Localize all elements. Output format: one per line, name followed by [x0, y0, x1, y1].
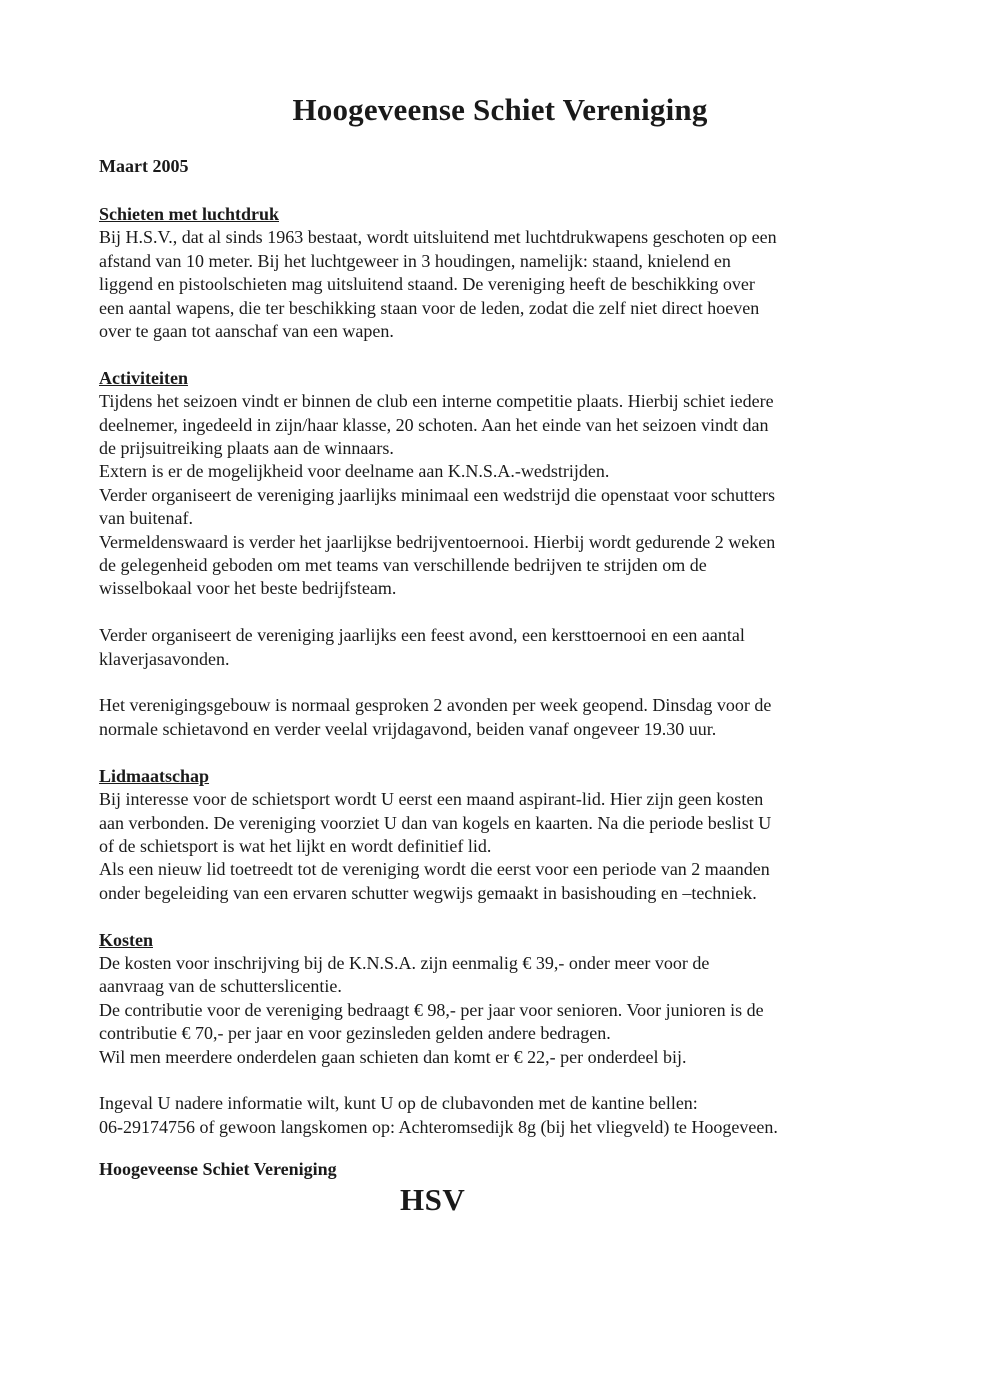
section-activiteiten [99, 367, 899, 741]
text-line: De contributie voor de vereniging bedraagt € 98,- per jaar voor senioren. Voor junioren is de [99, 999, 764, 1020]
text-line: Wil men meerdere onderdelen gaan schieten dan komt er € 22,- per onderdeel bij. [99, 1046, 687, 1067]
text-line: afstand van 10 meter. Bij het luchtgeweer in 3 houdingen, namelijk: staand, knielend en [99, 250, 731, 271]
section-paragraph [99, 694, 899, 741]
text-line: contributie € 70,- per jaar en voor gezinsleden gelden andere bedragen. [99, 1023, 611, 1044]
text-line: Tijdens het seizoen vindt er binnen de club een interne competitie plaats. Hierbij schiet iedere [99, 391, 774, 412]
signature: Hoogeveense Schiet Vereniging [99, 1159, 337, 1179]
section-kosten [99, 929, 899, 1069]
text-line: liggend en pistoolschieten mag uitsluitend staand. De vereniging heeft de beschikking over [99, 274, 755, 295]
text-line: de gelegenheid geboden om met teams van verschillende bedrijven te strijden om de [99, 555, 707, 576]
section-schieten-met-luchtdruk [99, 203, 899, 343]
section-heading: Activiteiten [99, 367, 188, 388]
document-date: Maart 2005 [99, 156, 189, 176]
section-paragraph [99, 788, 899, 905]
section-heading: Lidmaatschap [99, 765, 210, 786]
document-title: Hoogeveense Schiet Vereniging [292, 92, 708, 127]
section-paragraph [99, 624, 899, 671]
text-line: onder begeleiding van een ervaren schutter wegwijs gemaakt in basishouding en –techniek. [99, 882, 757, 903]
text-line: Bij H.S.V., dat al sinds 1963 bestaat, wordt uitsluitend met luchtdrukwapens geschoten op een [99, 227, 777, 248]
text-line: normale schietavond en verder veelal vrijdagavond, beiden vanaf ongeveer 19.30 uur. [99, 718, 717, 739]
section-paragraph [99, 390, 899, 601]
text-line: 06-29174756 of gewoon langskomen op: Achteromsedijk 8g (bij het vliegveld) te Hoogeveen. [99, 1116, 778, 1137]
text-line: deelnemer, ingedeeld in zijn/haar klasse, 20 schoten. Aan het einde van het seizoen vindt dan [99, 414, 769, 435]
text-line: De kosten voor inschrijving bij de K.N.S.A. zijn eenmalig € 39,- onder meer voor de [99, 952, 710, 973]
text-line: Het verenigingsgebouw is normaal gesproken 2 avonden per week geopend. Dinsdag voor de [99, 695, 772, 716]
text-line: Verder organiseert de vereniging jaarlijks een feest avond, een kersttoernooi en een aantal [99, 625, 745, 646]
hsv-logo-text: HSV [400, 1182, 466, 1217]
section-lidmaatschap [99, 765, 899, 905]
text-line: een aantal wapens, die ter beschikking staan voor de leden, zodat die zelf niet direct hoeven [99, 297, 760, 318]
section-heading: Schieten met luchtdruk [99, 204, 279, 224]
text-line: Verder organiseert de vereniging jaarlijks minimaal een wedstrijd die openstaat voor schutters [99, 484, 775, 505]
section-paragraph [99, 226, 899, 343]
text-line: Bij interesse voor de schietsport wordt U eerst een maand aspirant-lid. Hier zijn geen kosten [99, 789, 764, 810]
text-line: klaverjasavonden. [99, 648, 230, 669]
section-paragraph [99, 952, 899, 1069]
contact-paragraph [99, 1092, 899, 1139]
text-line: aan verbonden. De vereniging voorziet U dan van kogels en kaarten. Na die periode beslist U [99, 812, 772, 833]
text-line: of de schietsport is wat het lijkt en wordt definitief lid. [99, 835, 492, 856]
text-line: Ingeval U nadere informatie wilt, kunt U op de clubavonden met de kantine bellen: [99, 1093, 698, 1114]
text-line: de prijsuitreiking plaats aan de winnaars. [99, 438, 394, 459]
text-line: Extern is er de mogelijkheid voor deelname aan K.N.S.A.-wedstrijden. [99, 461, 610, 482]
text-line: aanvraag van de schutterslicentie. [99, 976, 342, 997]
text-line: over te gaan tot aanschaf van een wapen. [99, 321, 394, 342]
text-line: van buitenaf. [99, 508, 193, 529]
document-body [99, 203, 899, 1139]
section-heading: Kosten [99, 929, 153, 950]
text-line: wisselbokaal voor het beste bedrijfsteam. [99, 578, 397, 599]
text-line: Als een nieuw lid toetreedt tot de vereniging wordt die eerst voor een periode van 2 maanden [99, 859, 770, 880]
text-line: Vermeldenswaard is verder het jaarlijkse bedrijventoernooi. Hierbij wordt gedurende 2 weken [99, 531, 776, 552]
